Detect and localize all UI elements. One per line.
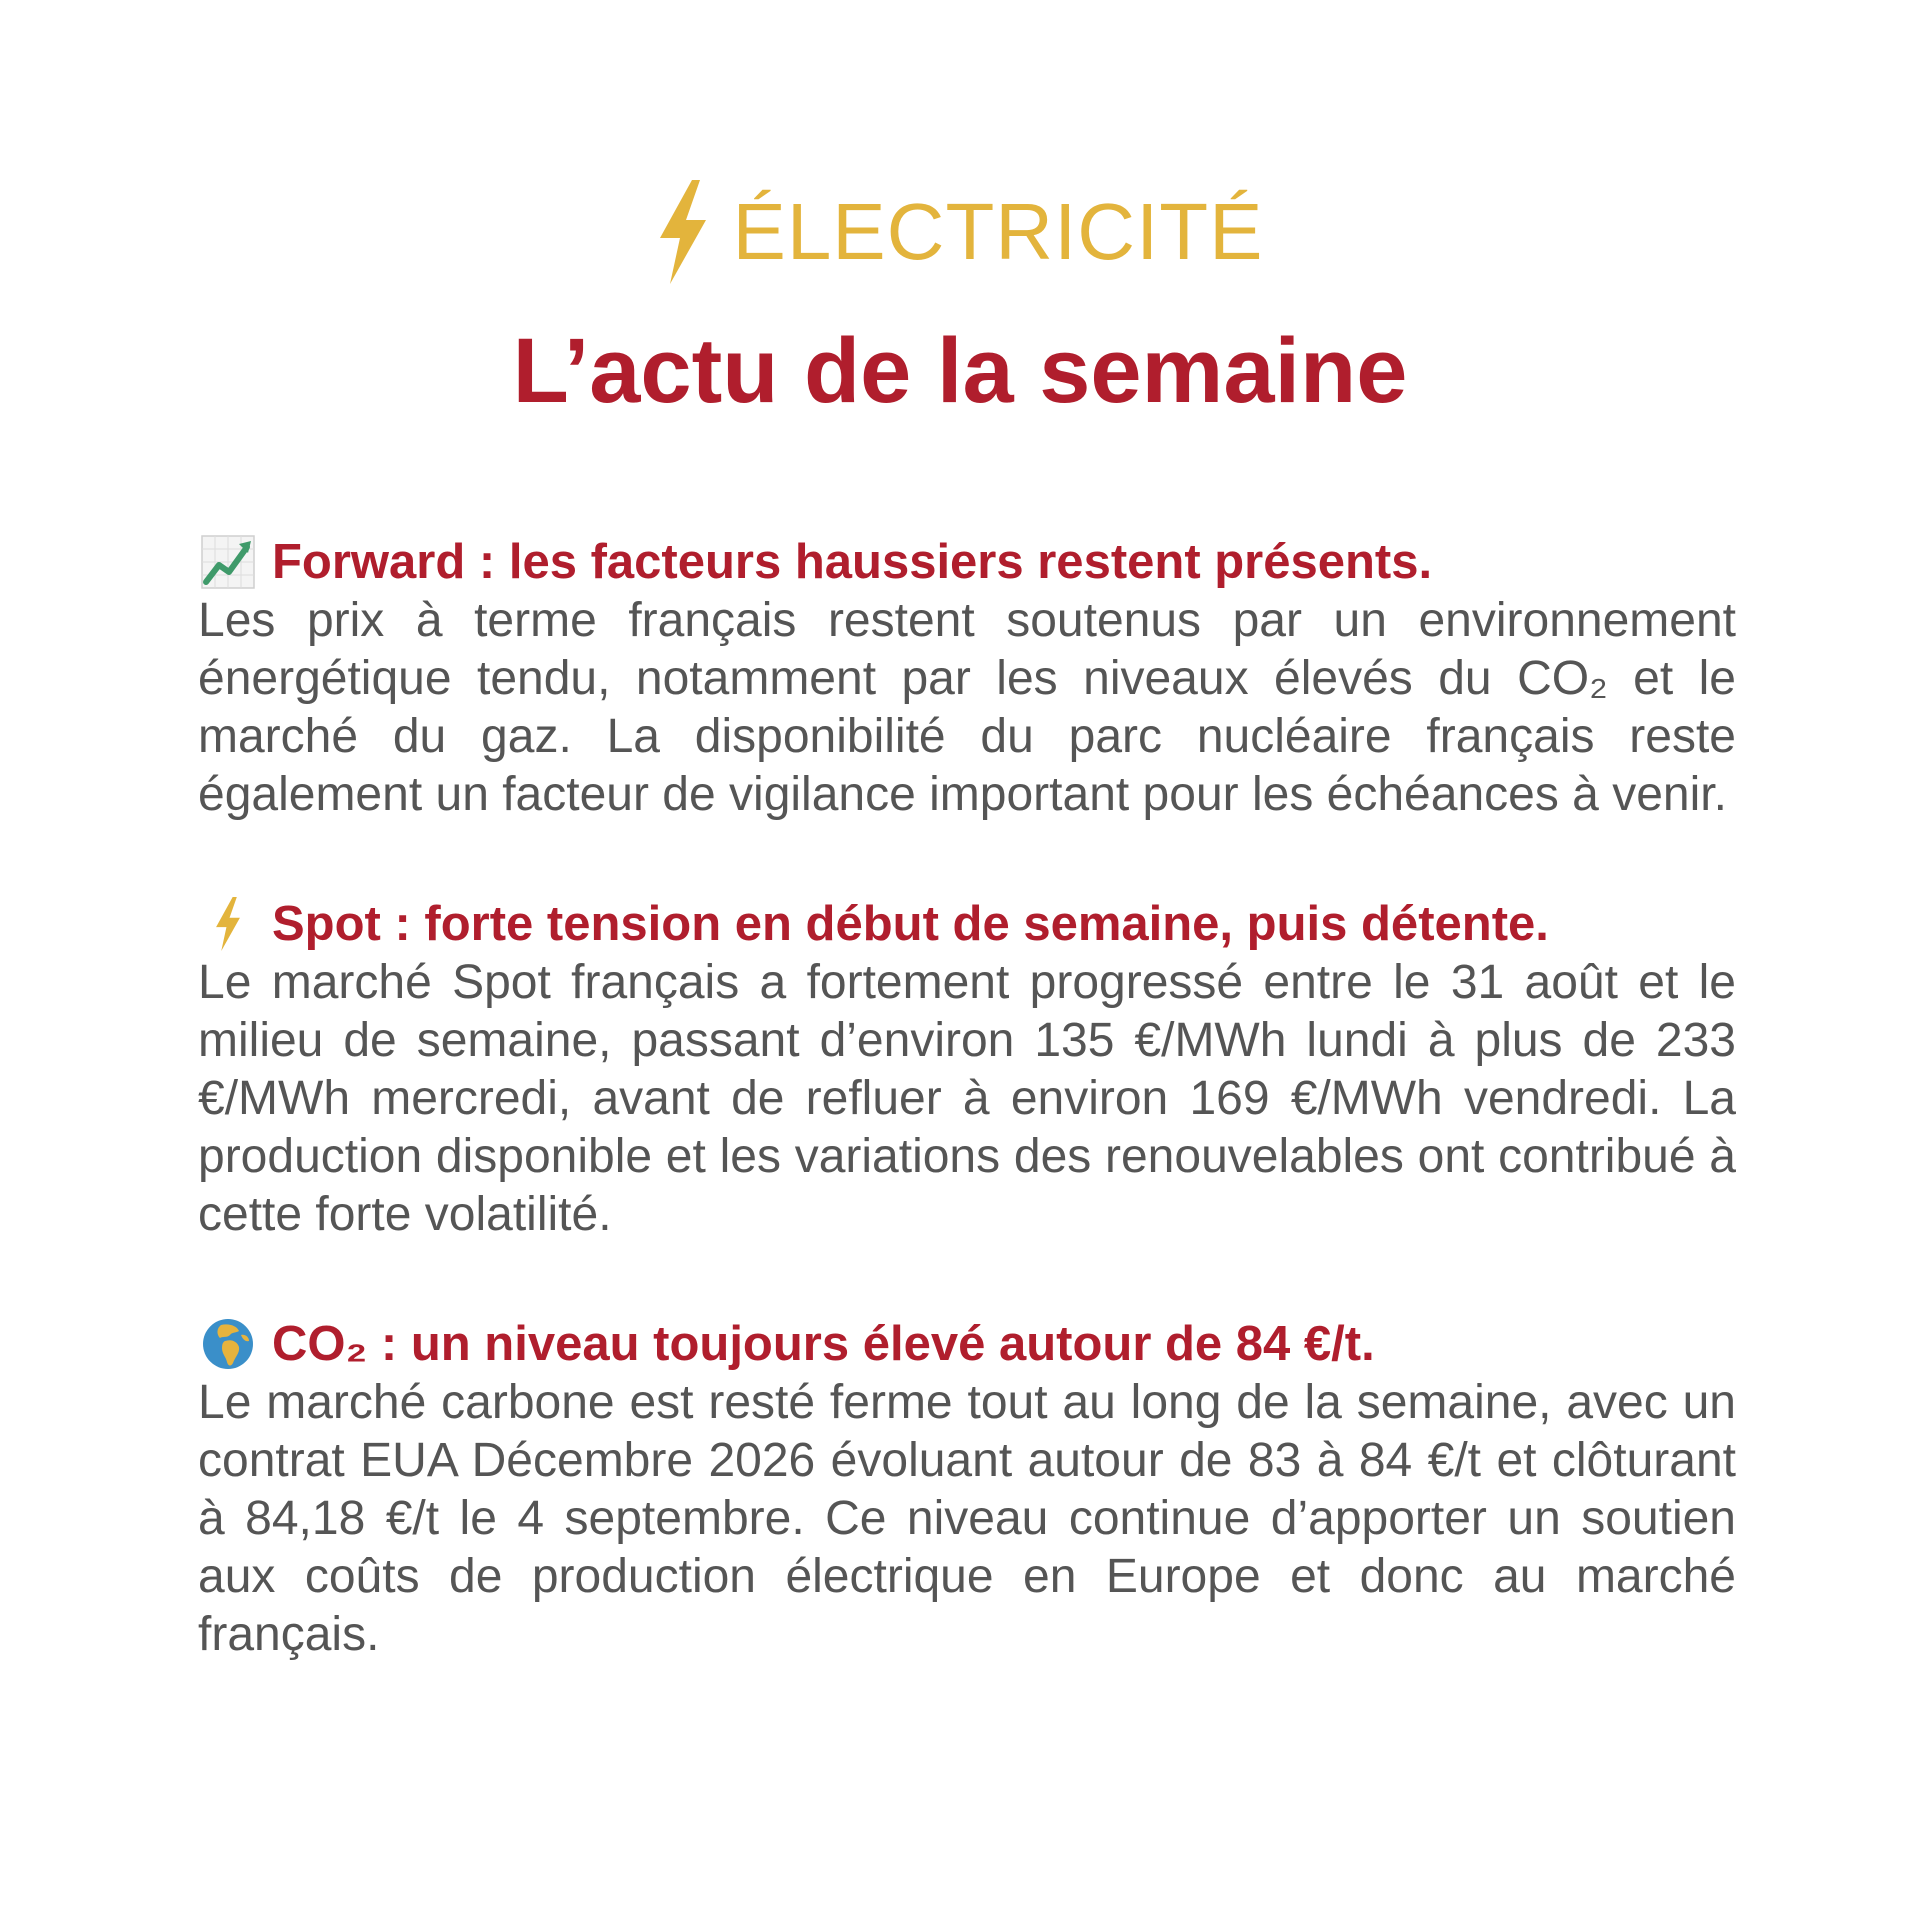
section-heading [198,532,1736,592]
section-title: Spot : forte tension en début de semaine, puis détente. [272,897,1549,951]
category-heading [656,180,1263,284]
news-content [198,532,1736,1734]
globe-europe-africa-icon [198,1314,258,1374]
section-body: Les prix à terme français restent soutenus par un environnement énergétique tendu, notamment par les niveaux élevés du CO₂ et le marché du gaz. La disponibilité du parc nucléaire français reste également un facteur de vigilance important pour les échéances à venir. [198,594,1736,821]
category-label: ÉLECTRICITÉ [732,187,1264,276]
chart-increasing-icon [198,532,258,592]
header [0,180,1920,422]
section-body: Le marché carbone est resté ferme tout au long de la semaine, avec un contrat EUA Décembre 2026 évoluant autour de 83 à 84 €/t et clôturant à 84,18 €/t le 4 septembre. Ce niveau continue d’apporter un soutien aux coûts de production électrique en Europe et donc au marché français. [198,1376,1736,1661]
section-heading [198,894,1736,954]
section-title: Forward : les facteurs haussiers restent présents. [272,535,1433,589]
section-body: Le marché Spot français a fortement progressé entre le 31 août et le milieu de semaine, passant d’environ 135 €/MWh lundi à plus de 233 €/MWh mercredi, avant de refluer à environ 169 €/MWh vendredi. La production disponible et les variations des renouvelables ont contribué à cette forte volatilité. [198,956,1736,1241]
section-title: CO₂ : un niveau toujours élevé autour de 84 €/t. [272,1317,1375,1371]
news-section-spot [198,894,1736,1244]
news-section-co2 [198,1314,1736,1664]
section-heading [198,1314,1736,1374]
page-title: L’actu de la semaine [512,320,1408,422]
lightning-bolt-icon [656,180,710,284]
lightning-bolt-icon [198,894,258,954]
news-section-forward [198,532,1736,824]
